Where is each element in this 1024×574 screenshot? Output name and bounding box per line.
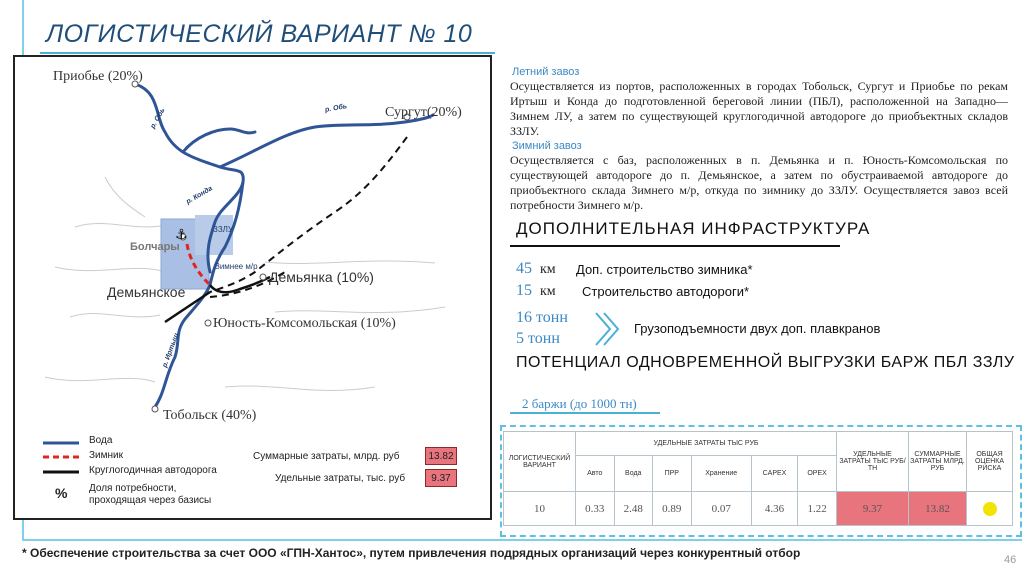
- cell-auto: 0.33: [576, 492, 615, 526]
- minor-waterways: [45, 177, 445, 391]
- th-specific-group: УДЕЛЬНЫЕ ЗАТРАТЫ ТЫС РУБ: [576, 432, 837, 456]
- label-zzlu: ЗЗЛУ: [213, 225, 233, 234]
- total-cost-label: Суммарные затраты, млрд. руб: [253, 451, 400, 462]
- infrastructure-underline: [510, 245, 840, 247]
- specific-cost-value: 9.37: [425, 469, 457, 487]
- legend-percent-desc-2: проходящая через базисы: [89, 495, 212, 506]
- infra-item-2-number: 15: [516, 282, 532, 299]
- bottom-accent-rule: [22, 539, 1022, 541]
- river-label-ob-east: р. Обь: [324, 103, 348, 114]
- th-auto: Авто: [576, 456, 615, 492]
- th-risk: ОБЩАЯ ОЦЕНКА РИСКА: [967, 432, 1013, 492]
- label-bolchary: Болчары: [130, 241, 180, 253]
- legend-percent-symbol: %: [55, 485, 68, 501]
- cell-variant: 10: [504, 492, 576, 526]
- title-underline: [40, 52, 495, 54]
- footnote: * Обеспечение строительства за счет ООО «ГПН-Хантос», путем привлечения подрядных организаций через конкурентный отбор: [22, 546, 801, 560]
- specific-cost-label: Удельные затраты, тыс. руб: [275, 473, 406, 484]
- tonnage-1: 16 тонн: [516, 309, 568, 326]
- legend-winter-road: Зимник: [89, 450, 123, 461]
- cost-table: [503, 431, 1013, 526]
- potential-heading: ПОТЕНЦИАЛ ОДНОВРЕМЕННОЙ ВЫГРУЗКИ БАРЖ ПБЛ ЗЗЛУ: [516, 354, 1015, 371]
- th-storage: Хранение: [691, 456, 751, 492]
- tonnage-2: 5 тонн: [516, 330, 560, 347]
- cell-water: 2.48: [614, 492, 653, 526]
- legend-water: Вода: [89, 435, 113, 446]
- cell-capex: 4.36: [751, 492, 797, 526]
- cell-total: 13.82: [909, 492, 967, 526]
- label-tobolsk: Тобольск (40%): [163, 408, 257, 423]
- river-label-irtysh: р. Иртыш: [161, 332, 181, 369]
- summer-text: Осуществляется из портов, расположенных в городах Тобольск, Сургут и Приобье по рекам Иртыш и Конда до подготовленной береговой линии (ПБЛ), расположенной на Западно—Зимнем ЛУ, а затем по существующей круглогодичной автодороге до приобъектных складов ЗЗЛУ.: [510, 79, 1008, 138]
- legend-all-season-road: Круглогодичная автодорога: [89, 465, 217, 476]
- th-prr: ПРР: [653, 456, 692, 492]
- summer-heading: Летний завоз: [512, 66, 580, 78]
- label-priobye: Приобье (20%): [53, 69, 143, 84]
- logistics-map: [13, 55, 492, 520]
- th-variant: ЛОГИСТИЧЕСКИЙ ВАРИАНТ: [504, 432, 576, 492]
- winter-text: Осуществляется с баз, расположенных в п. Демьянка и п. Юность-Комсомольская по существующей автодороге до п. Демьянское, а затем по обустраиваемой автодороге до приобъектного склада Зимнего м/р, откуда по зимнику до ЗЗЛУ. Осуществляется завоз всей потребности Зимнего м/р.: [510, 153, 1008, 212]
- infra-item-1-number: 45: [516, 260, 532, 277]
- th-opex: OPEX: [798, 456, 837, 492]
- infra-item-2-unit: км: [540, 284, 556, 299]
- label-yunost: Юность-Комсомольская (10%): [213, 316, 396, 331]
- cranes-desc: Грузоподъемности двух доп. плавкранов: [634, 321, 881, 336]
- label-zimnee: Зимнее м/р: [215, 262, 258, 271]
- cell-specific: 9.37: [837, 492, 909, 526]
- total-cost-value: 13.82: [425, 447, 457, 465]
- label-surgut: Сургут(20%): [385, 105, 462, 120]
- page-title: ЛОГИСТИЧЕСКИЙ ВАРИАНТ № 10: [46, 20, 473, 48]
- legend-percent-desc-1: Доля потребности,: [89, 483, 177, 494]
- infra-item-2-desc: Строительство автодороги*: [582, 284, 750, 299]
- th-specific-total: УДЕЛЬНЫЕ ЗАТРАТЫ ТЫС РУБ/ТН: [837, 432, 909, 492]
- barges-underline: [510, 412, 660, 414]
- th-capex: CAPEX: [751, 456, 797, 492]
- page-number: 46: [1004, 554, 1017, 566]
- risk-indicator: [983, 502, 997, 516]
- cell-prr: 0.89: [653, 492, 692, 526]
- th-total: СУММАРНЫЕ ЗАТРАТЫ МЛРД. РУБ: [909, 432, 967, 492]
- cell-storage: 0.07: [691, 492, 751, 526]
- river-label-ob-west: р. Обь: [149, 107, 167, 130]
- infra-item-1-unit: км: [540, 262, 556, 277]
- barges-note: 2 баржи (до 1000 тн): [522, 396, 637, 411]
- chevron-right-icon: [592, 309, 624, 349]
- cell-risk: [967, 492, 1013, 526]
- th-water: Вода: [614, 456, 653, 492]
- table-row: [504, 492, 1013, 526]
- river-label-konda: р. Конда: [185, 185, 214, 206]
- infra-item-1-desc: Доп. строительство зимника*: [576, 262, 753, 277]
- winter-heading: Зимний завоз: [512, 140, 582, 152]
- anchor-icon: ⚓: [175, 227, 188, 243]
- label-demyanskoe: Демьянское: [107, 284, 186, 300]
- cell-opex: 1.22: [798, 492, 837, 526]
- infrastructure-heading: ДОПОЛНИТЕЛЬНАЯ ИНФРАСТРУКТУРА: [516, 219, 871, 238]
- label-demyanka: Демьянка (10%): [269, 269, 374, 285]
